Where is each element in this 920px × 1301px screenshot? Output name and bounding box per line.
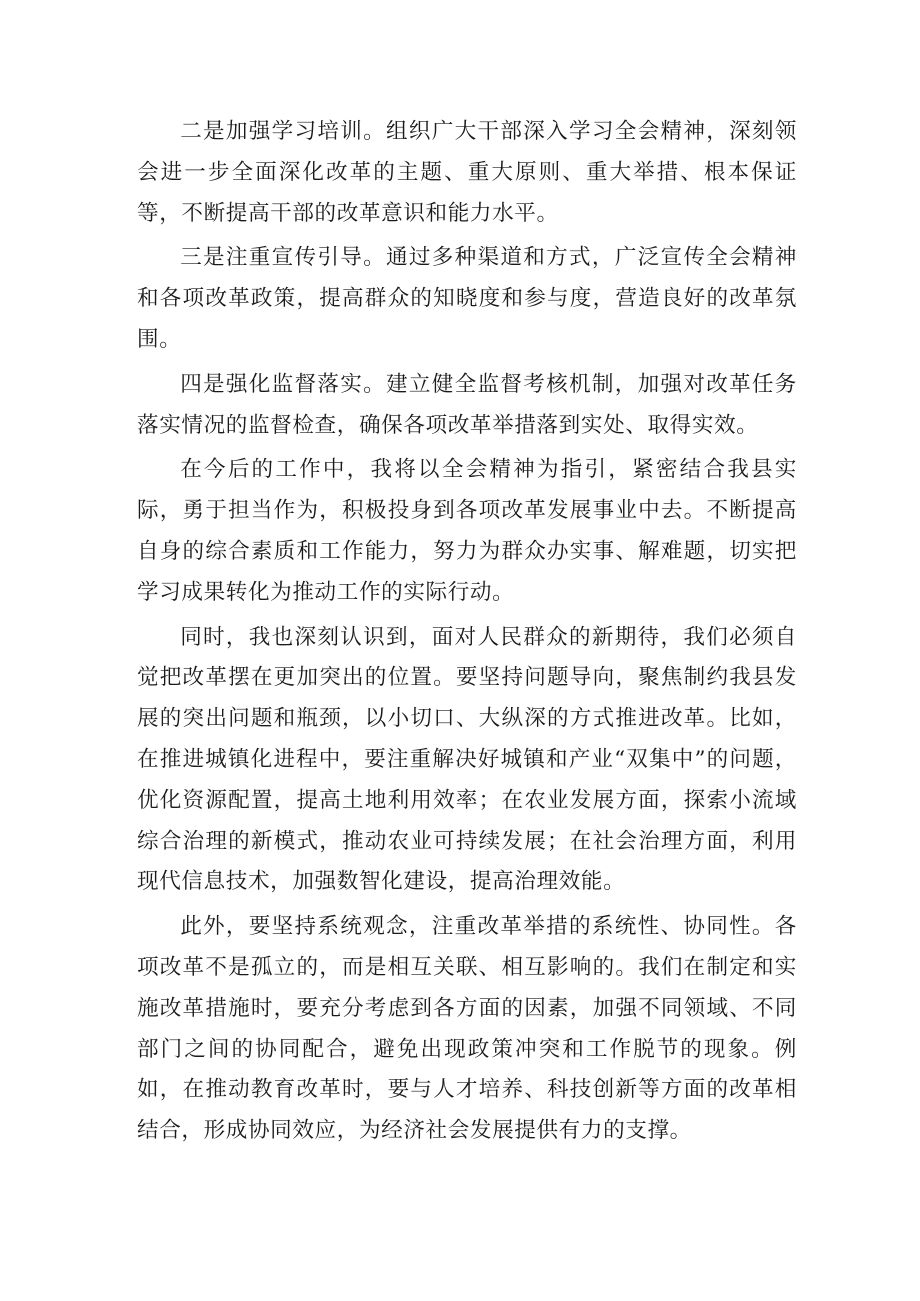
- paragraph-publicity: 三是注重宣传引导。通过多种渠道和方式，广泛宣传全会精神和各项改革政策，提高群众的知晓度和参与度，营造良好的改革氛围。: [137, 245, 797, 352]
- paragraph-systemic-view: 此外，要坚持系统观念，注重改革举措的系统性、协同性。各项改革不是孤立的，而是相互关联、相互影响的。我们在制定和实施改革措施时，要充分考虑到各方面的因素，加强不同领域、不同部门之间的协同配合，避免出现政策冲突和工作脱节的现象。例如，在推动教育改革时，要与人才培养、科技创新等方面的改革相结合，形成协同效应，为经济社会发展提供有力的支撑。: [137, 914, 797, 1144]
- paragraph-future-work: 在今后的工作中，我将以全会精神为指引，紧密结合我县实际，勇于担当作为，积极投身到各项改革发展事业中去。不断提高自身的综合素质和工作能力，努力为群众办实事、解难题，切实把学习成果转化为推动工作的实际行动。: [137, 457, 797, 605]
- paragraph-supervision: 四是强化监督落实。建立健全监督考核机制，加强对改革任务落实情况的监督检查，确保各项改革举措落到实处、取得实效。: [137, 371, 797, 438]
- document-body: [137, 112, 797, 1156]
- paragraph-problem-orientation: 同时，我也深刻认识到，面对人民群众的新期待，我们必须自觉把改革摆在更加突出的位置。要坚持问题导向，聚焦制约我县发展的突出问题和瓶颈，以小切口、大纵深的方式推进改革。比如，在推进城镇化进程中，要注重解决好城镇和产业“双集中”的问题，优化资源配置，提高土地利用效率；在农业发展方面，探索小流域综合治理的新模式，推动农业可持续发展；在社会治理方面，利用现代信息技术，加强数智化建设，提高治理效能。: [137, 624, 797, 895]
- paragraph-training: 二是加强学习培训。组织广大干部深入学习全会精神，深刻领会进一步全面深化改革的主题、重大原则、重大举措、根本保证等，不断提高干部的改革意识和能力水平。: [137, 119, 797, 226]
